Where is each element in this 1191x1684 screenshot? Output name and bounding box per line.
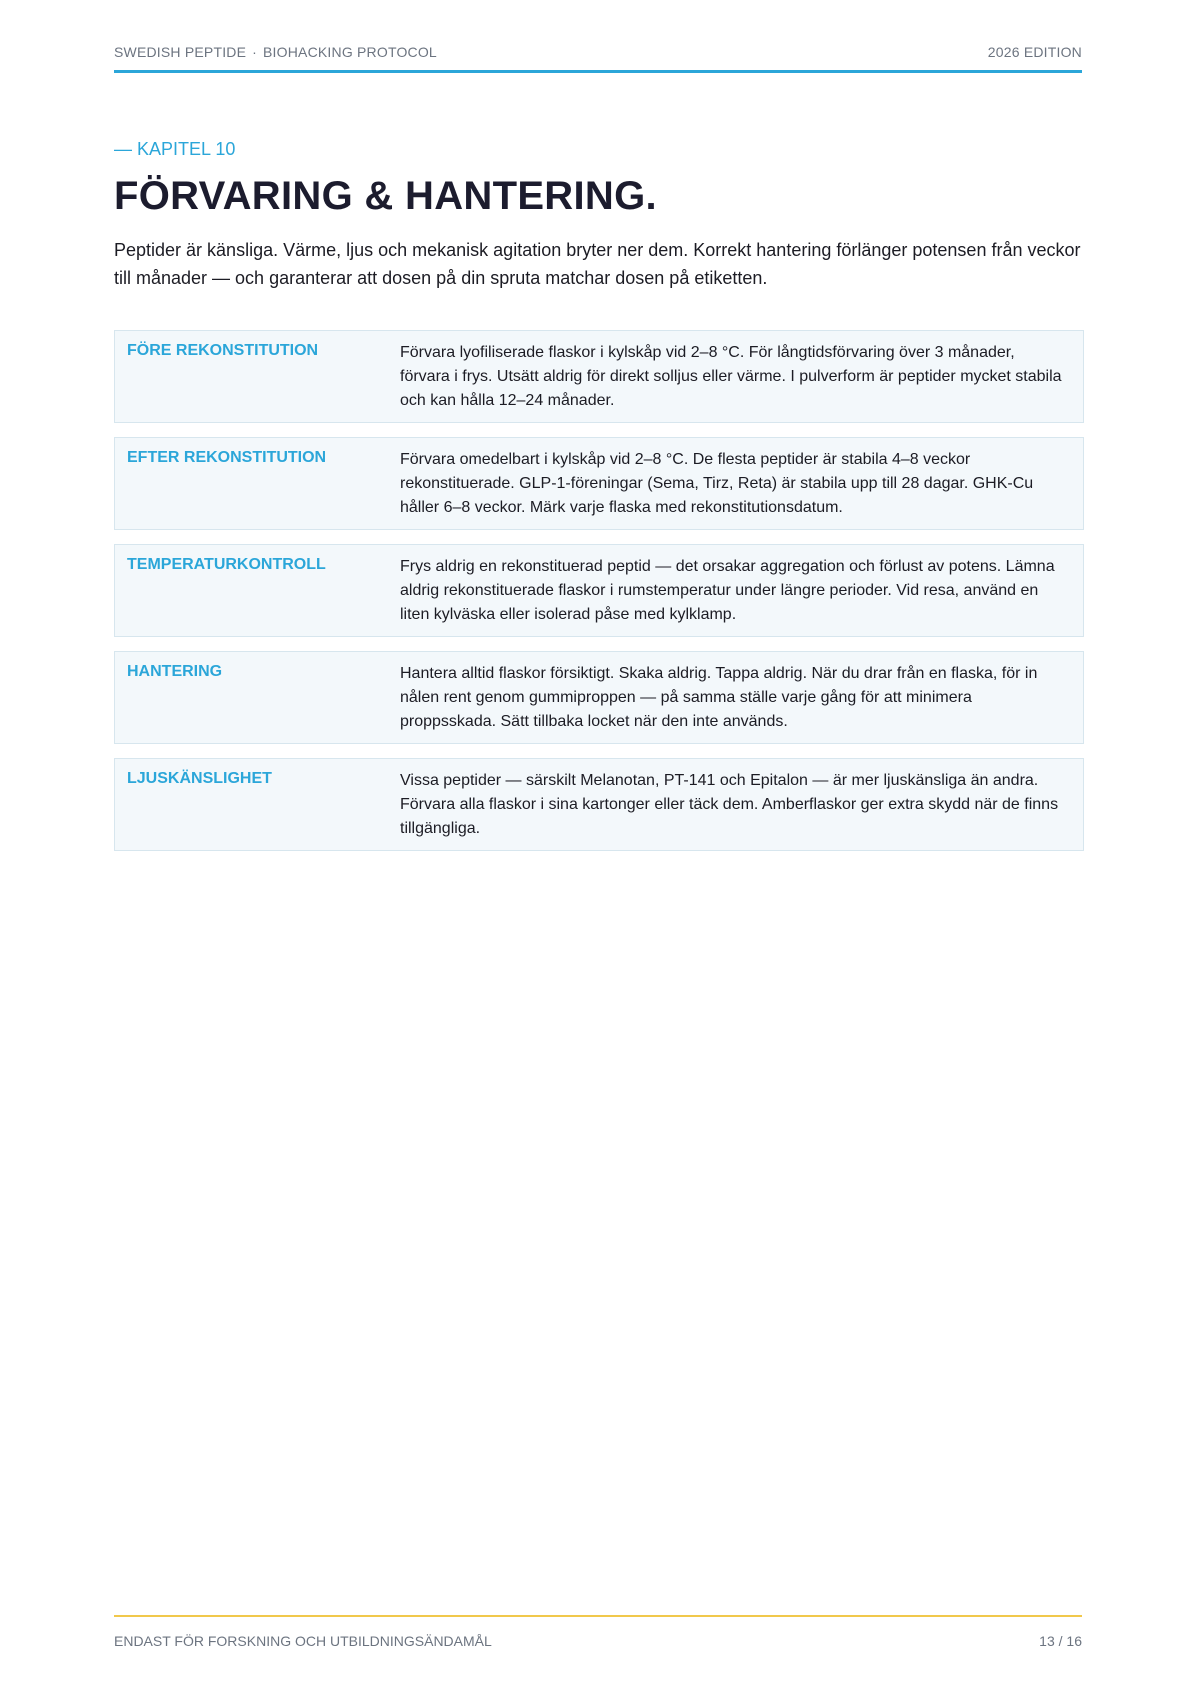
page-title: FÖRVARING & HANTERING.: [114, 174, 657, 218]
header-edition: 2026 EDITION: [987, 44, 1082, 60]
row-label: TEMPERATURKONTROLL: [127, 556, 326, 573]
row-label: HANTERING: [127, 663, 223, 680]
row-description: Frys aldrig en rekonstituerad peptid — det orsakar aggregation och förlust av potens. Lämna aldrig rekonstituerade flaskor i rumstemperatur under längre perioder. Vid resa, använd en liten kylväska eller isolerad påse med kylklamp.: [400, 558, 1055, 623]
row-description: Förvara omedelbart i kylskåp vid 2–8 °C. De flesta peptider är stabila 4–8 veckor rekonstituerade. GLP-1-föreningar (Sema, Tirz, Reta) är stabila upp till 28 dagar. GHK-Cu håller 6–8 veckor. Märk varje flaska med rekonstitutionsdatum.: [400, 451, 1034, 516]
header-brand: SWEDISH PEPTIDE: [114, 44, 247, 60]
table-row: [114, 330, 1084, 423]
row-label: EFTER REKONSTITUTION: [127, 449, 327, 466]
row-label: LJUSKÄNSLIGHET: [127, 770, 272, 787]
row-description: Hantera alltid flaskor försiktigt. Skaka aldrig. Tappa aldrig. När du drar från en flaska, för in nålen rent genom gummiproppen — på samma ställe varje gång för att minimera proppsskada. Sätt tillbaka locket när den inte används.: [400, 665, 1038, 730]
header-subtitle: BIOHACKING PROTOCOL: [263, 44, 437, 60]
page-footer: [114, 1615, 1082, 1649]
row-description: Vissa peptider — särskilt Melanotan, PT-141 och Epitalon — är mer ljuskänsliga än andra. Förvara alla flaskor i sina kartonger eller täck dem. Amberflaskor ger extra skydd när de finns tillgängliga.: [400, 772, 1059, 837]
storage-table: [114, 330, 1084, 865]
page-header: [114, 44, 1082, 73]
row-description: Förvara lyofiliserade flaskor i kylskåp vid 2–8 °C. För långtidsförvaring över 3 månader, förvara i frys. Utsätt aldrig för direkt solljus eller värme. I pulverform är peptider mycket stabila och kan hålla 12–24 månader.: [400, 344, 1062, 409]
page-number: 13 / 16: [1039, 1633, 1082, 1649]
row-label: FÖRE REKONSTITUTION: [127, 342, 319, 359]
table-row: [114, 758, 1084, 851]
footer-disclaimer: ENDAST FÖR FORSKNING OCH UTBILDNINGSÄNDAMÅL: [114, 1633, 492, 1649]
intro-paragraph: Peptider är känsliga. Värme, ljus och mekanisk agitation bryter ner dem. Korrekt hantering förlänger potensen från veckor till månader — och garanterar att dosen på din spruta matchar dosen på etiketten.: [114, 240, 1081, 288]
table-row: [114, 651, 1084, 744]
header-left: [114, 44, 437, 60]
table-row: [114, 544, 1084, 637]
table-row: [114, 437, 1084, 530]
chapter-kicker: — KAPITEL 10: [114, 139, 236, 159]
header-separator: ·: [252, 44, 258, 60]
